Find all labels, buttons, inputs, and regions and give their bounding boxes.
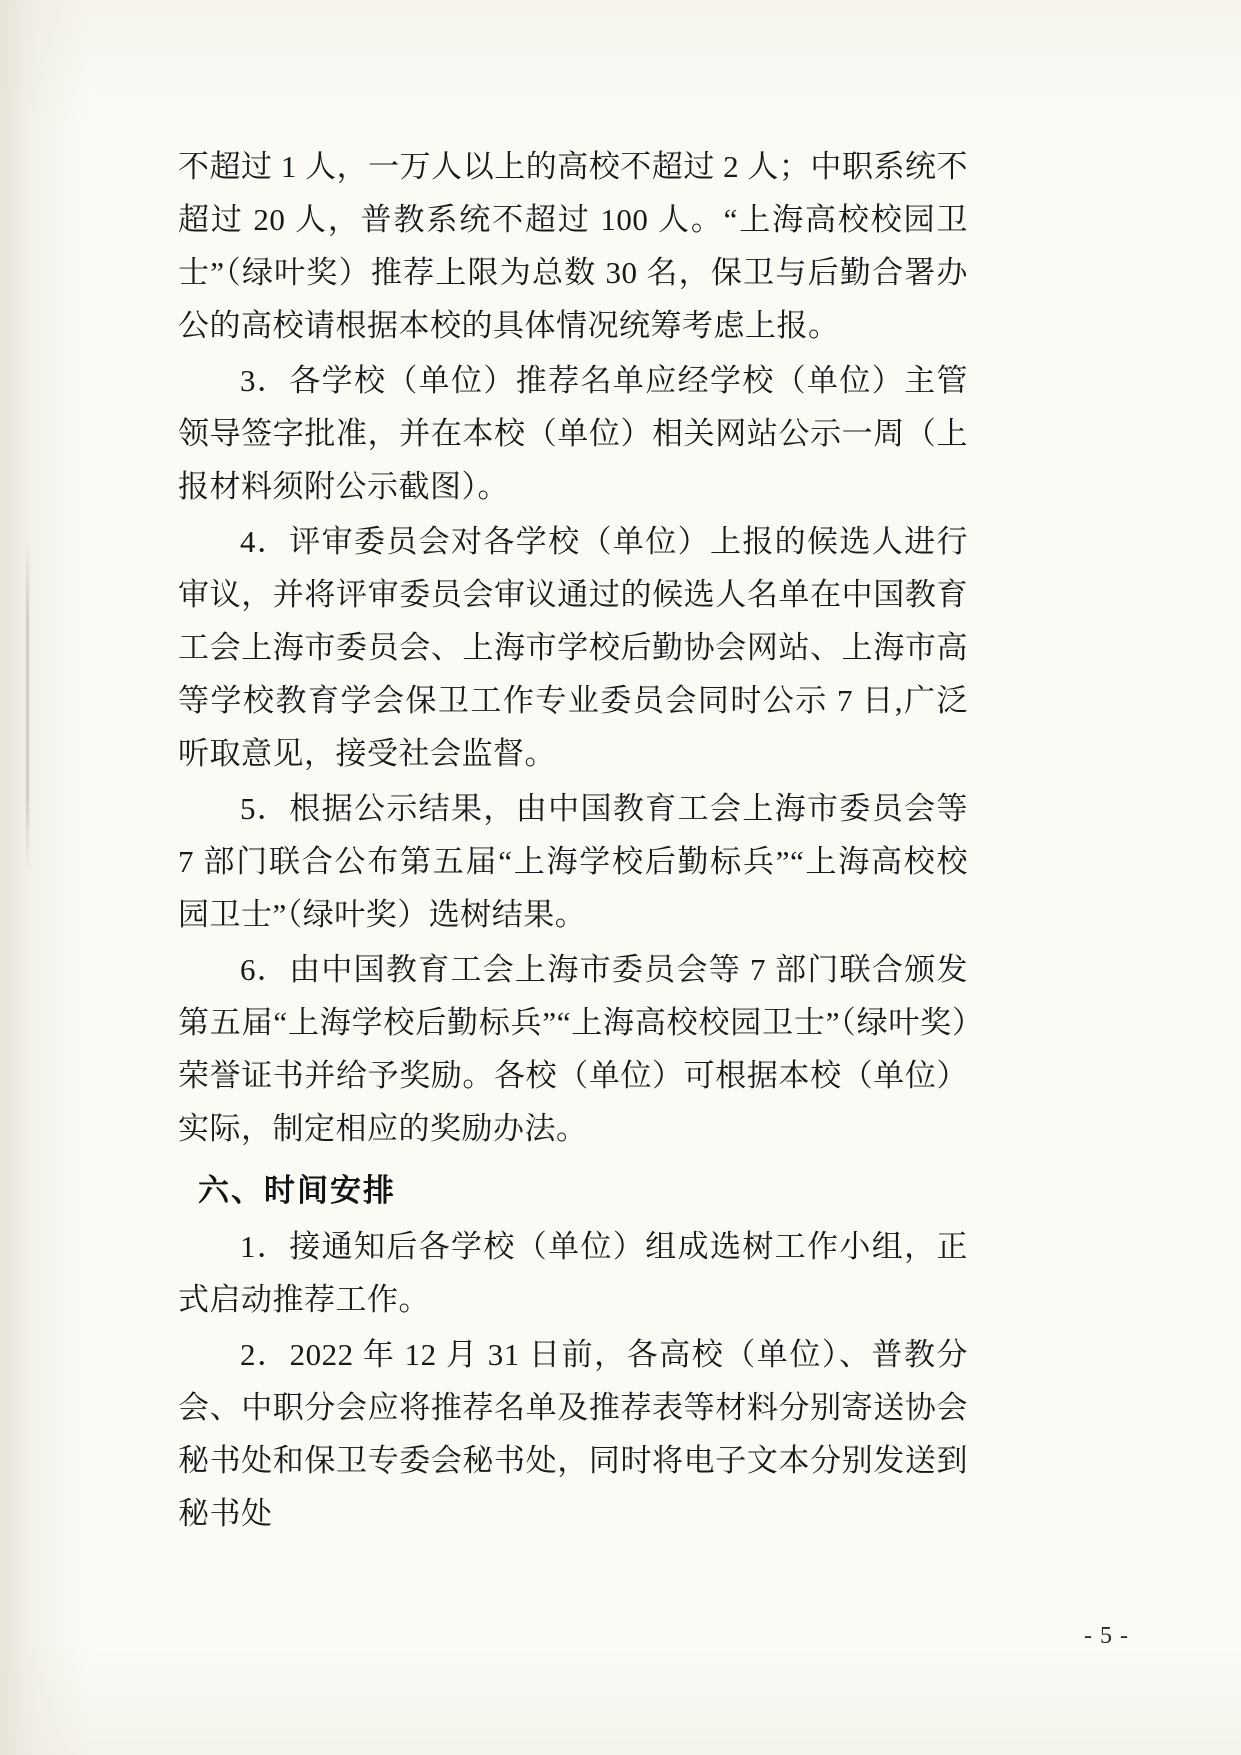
- paragraph-item-5: 5．根据公示结果，由中国教育工会上海市委员会等 7 部门联合公布第五届“上海学校后勤标兵”“上海高校校园卫士”（绿叶奖）选树结果。: [178, 791, 968, 932]
- paragraph-item-4: 4．评审委员会对各学校（单位）上报的候选人进行审议，并将评审委员会审议通过的候选人名单在中国教育工会上海市委员会、上海市学校后勤协会网站、上海市高等学校教育学会保卫工作专业委员会同时公示 7 日,广泛听取意见，接受社会监督。: [178, 524, 968, 771]
- paragraph-item-3: 3．各学校（单位）推荐名单应经学校（单位）主管领导签字批准，并在本校（单位）相关网站公示一周（上报材料须附公示截图）。: [178, 363, 968, 504]
- scan-edge-shadow: [0, 0, 34, 1755]
- paragraph-schedule-1: 1．接通知后各学校（单位）组成选树工作小组，正式启动推荐工作。: [178, 1229, 968, 1317]
- page-number: - 5 -: [1084, 1623, 1129, 1649]
- paragraph-item-6: 6．由中国教育工会上海市委员会等 7 部门联合颁发第五届“上海学校后勤标兵”“上海高校校园卫士”（绿叶奖）荣誉证书并给予奖励。各校（单位）可根据本校（单位）实际，制定相应的奖励办法。: [178, 952, 968, 1146]
- section-heading-schedule: 六、时间安排: [198, 1173, 396, 1209]
- paragraph-schedule-2: 2．2022 年 12 月 31 日前，各高校（单位）、普教分会、中职分会应将推荐名单及推荐表等材料分别寄送协会秘书处和保卫专委会秘书处，同时将电子文本分别发送到秘书处: [178, 1337, 968, 1531]
- paragraph-continued: 不超过 1 人，一万人以上的高校不超过 2 人；中职系统不超过 20 人，普教系统不超过 100 人。“上海高校校园卫士”（绿叶奖）推荐上限为总数 30 名，保卫与后勤合署办公的高校请根据本校的具体情况统筹考虑上报。: [178, 149, 968, 343]
- scan-crease-mark: [26, 540, 29, 870]
- document-body: [178, 140, 968, 1542]
